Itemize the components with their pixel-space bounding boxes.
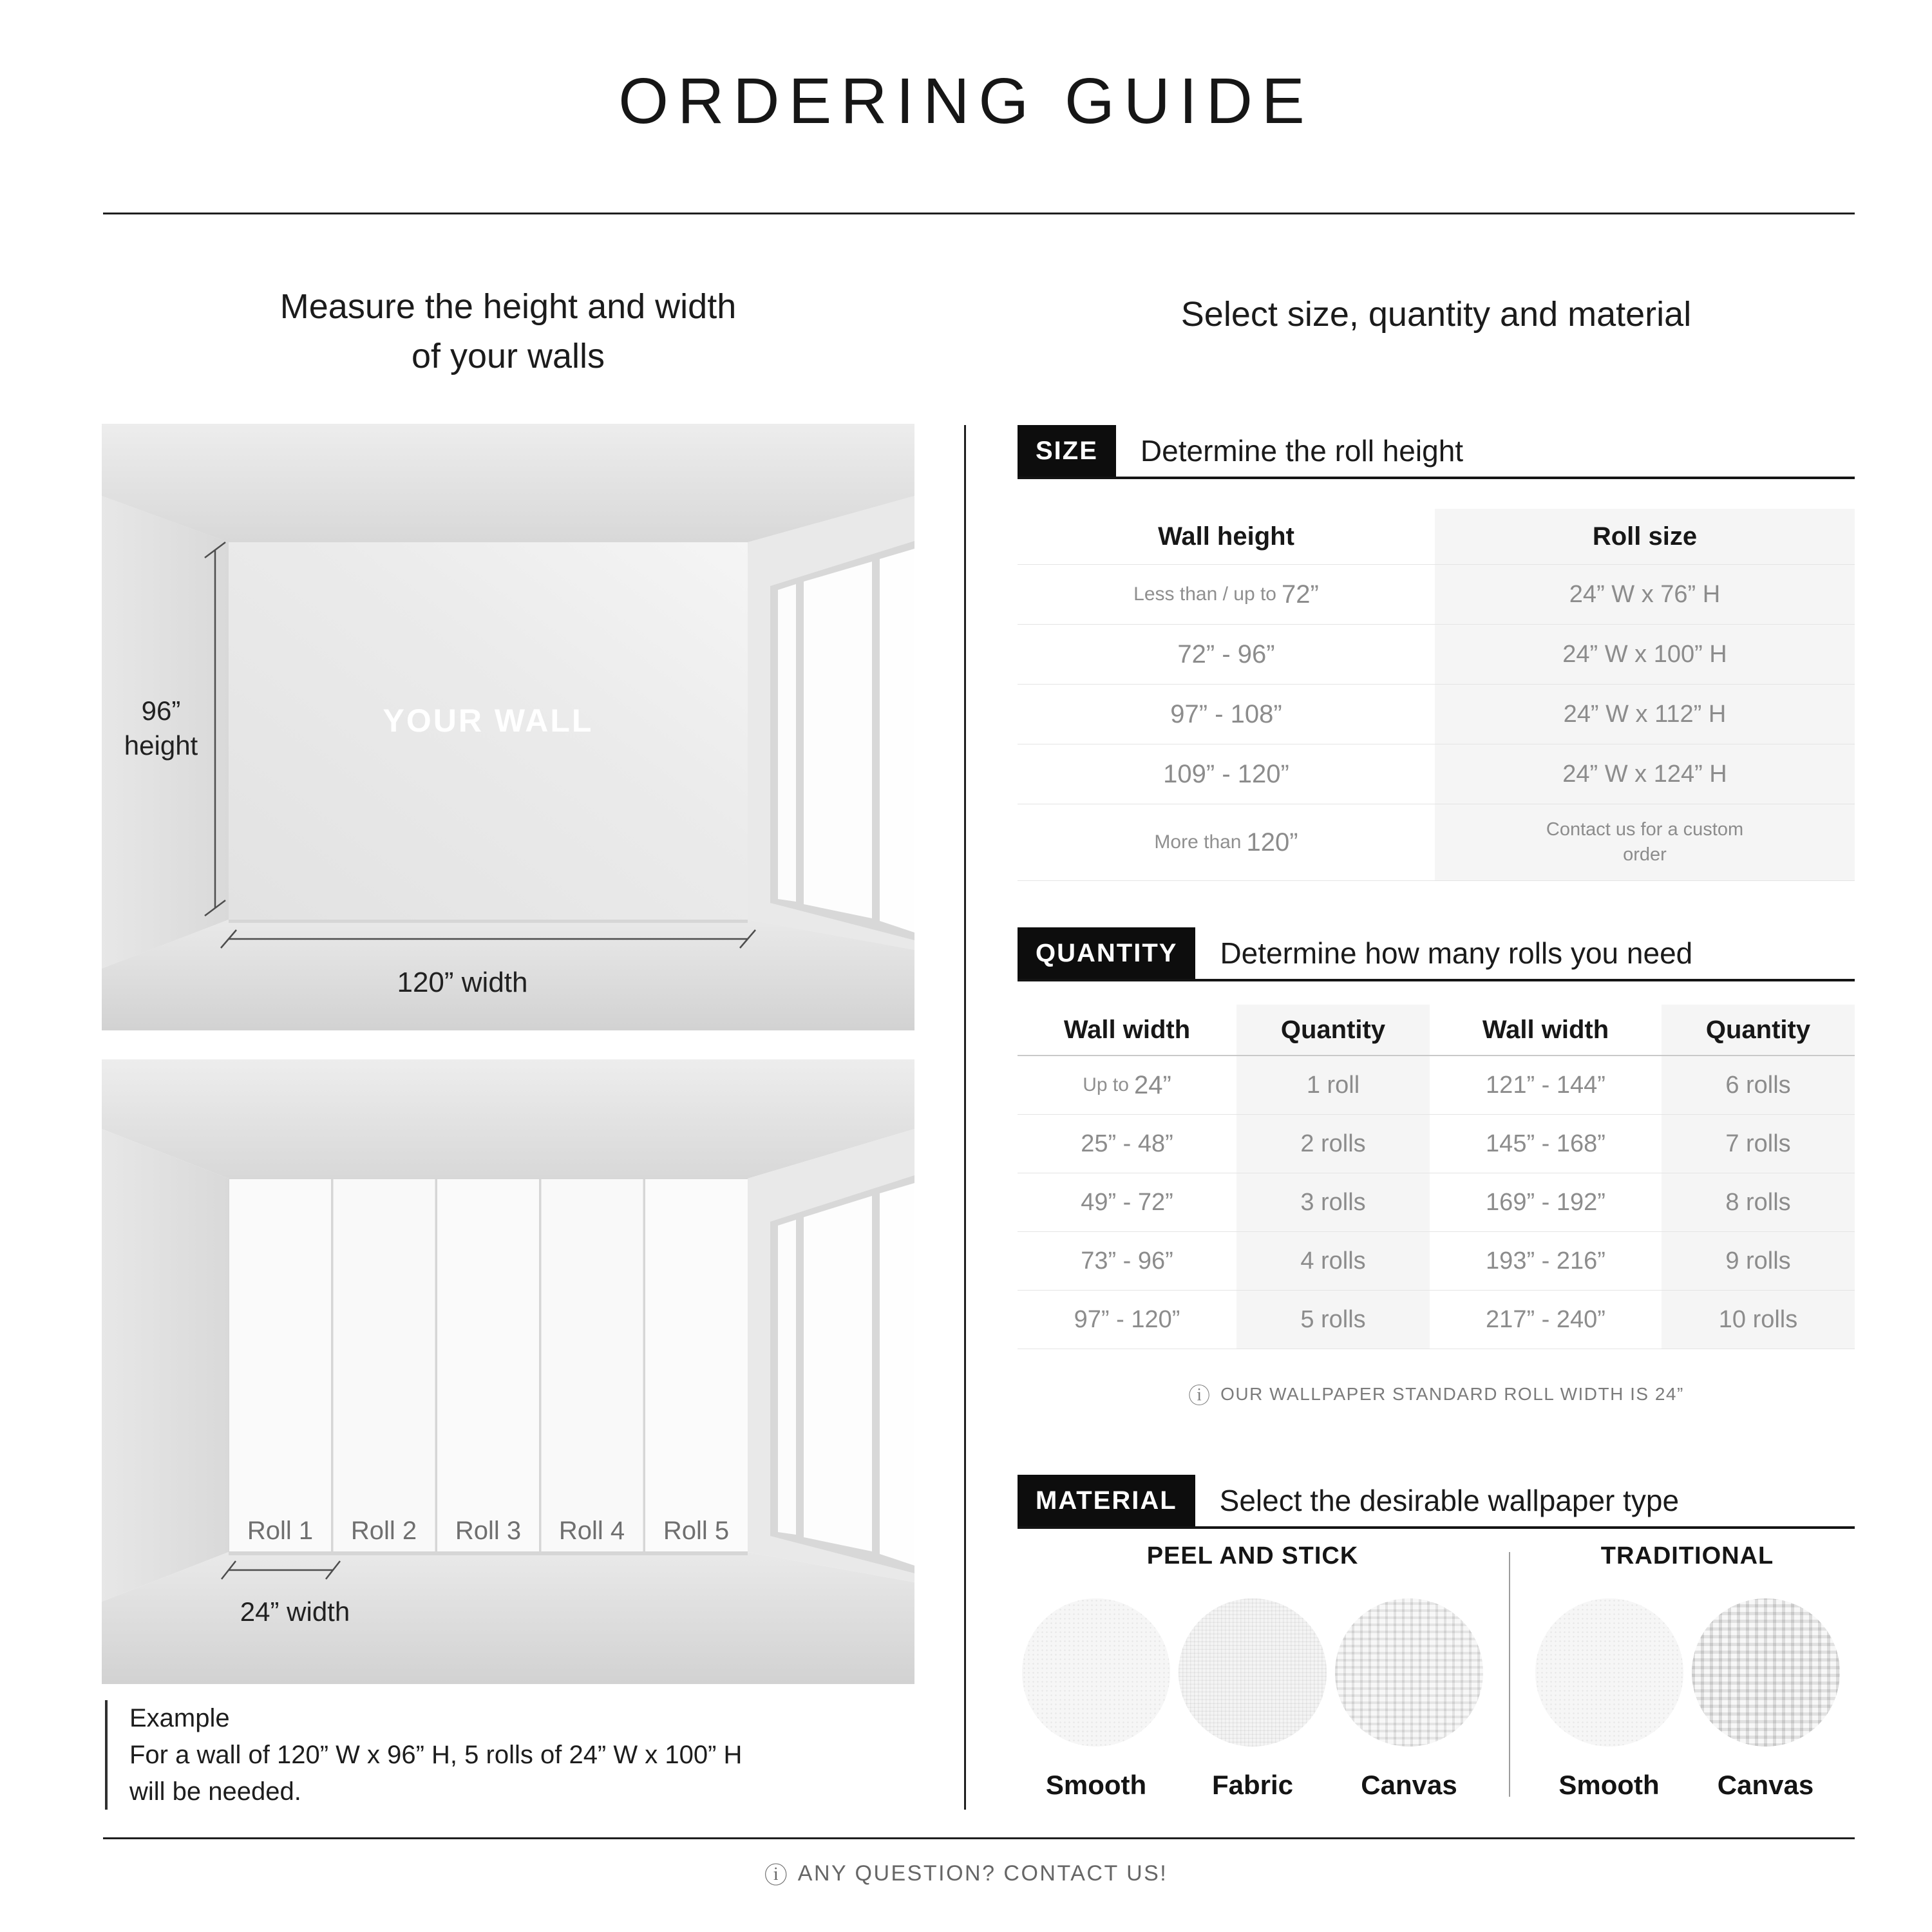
qty-wall-cell: 169” - 192”: [1430, 1173, 1662, 1232]
quantity-section-header: [1018, 927, 1855, 981]
window-pane: [778, 1220, 796, 1535]
size-table: [1018, 509, 1855, 881]
window-pane: [804, 562, 872, 918]
roll-panel: [229, 1179, 331, 1551]
qty-wall-prefix: Up to: [1083, 1074, 1129, 1095]
quantity-table: [1018, 1005, 1855, 1349]
material-group-traditional: [1533, 1542, 1842, 1801]
material-options: [1018, 1542, 1855, 1826]
material-group-peel-and-stick: [1018, 1542, 1488, 1801]
swatch-traditional-smooth: [1535, 1598, 1683, 1801]
qty-col-wall-width-2: Wall width: [1430, 1005, 1662, 1056]
swatch-label: Smooth: [1045, 1770, 1147, 1800]
size-section-header: [1018, 425, 1855, 479]
footer-divider: [103, 1837, 1855, 1839]
size-roll-cell: 24” W x 76” H: [1435, 564, 1855, 624]
measure-heading: [102, 282, 914, 381]
swatch-label: Fabric: [1211, 1770, 1294, 1800]
qty-quantity-cell: 1 roll: [1236, 1056, 1430, 1115]
fabric-texture-icon: [1179, 1598, 1327, 1747]
size-subtitle: Determine the roll height: [1140, 434, 1464, 468]
size-wall-value: 97” - 108”: [1170, 699, 1282, 728]
size-wall-cell: [1018, 564, 1435, 624]
qty-quantity-cell: 10 rolls: [1662, 1291, 1855, 1349]
roll-label: Roll 4: [558, 1517, 625, 1545]
info-icon: ⓘ: [1188, 1384, 1211, 1408]
window-pane: [778, 584, 796, 902]
size-wall-prefix: More than: [1154, 831, 1242, 853]
material-section-header: [1018, 1475, 1855, 1529]
roll-label: Roll 2: [350, 1517, 417, 1545]
floor: [102, 1552, 914, 1684]
select-heading: Select size, quantity and material: [1180, 295, 1692, 334]
size-roll-cell: 24” W x 124” H: [1435, 744, 1855, 804]
qty-wall-cell: 97” - 120”: [1018, 1291, 1236, 1349]
info-icon: ⓘ: [764, 1862, 788, 1888]
swatch-label: Smooth: [1558, 1770, 1660, 1800]
swatch-label: Canvas: [1717, 1770, 1814, 1800]
your-wall-label: YOUR WALL: [383, 703, 594, 739]
canvas-texture-icon: [1335, 1598, 1483, 1747]
example-block: [105, 1700, 870, 1810]
custom-order-note: Contact us for a custom order: [1546, 819, 1744, 865]
material-subtitle: Select the desirable wallpaper type: [1219, 1484, 1680, 1517]
material-group-name: TRADITIONAL: [1600, 1542, 1774, 1569]
example-line1: For a wall of 120” W x 96” H, 5 rolls of 24” W x 100” H: [129, 1740, 743, 1769]
qty-wall-cell: 121” - 144”: [1430, 1056, 1662, 1115]
swatch-traditional-canvas: [1692, 1598, 1840, 1801]
qty-quantity-cell: 9 rolls: [1662, 1232, 1855, 1291]
measure-heading-line1: Measure the height and width: [279, 287, 737, 326]
height-dimension-value: 96”: [141, 696, 181, 726]
swatch-peel-smooth: [1022, 1598, 1170, 1801]
roll-label: Roll 3: [455, 1517, 522, 1545]
qty-quantity-cell: 7 rolls: [1662, 1115, 1855, 1173]
left-wall: [102, 1129, 229, 1602]
qty-col-wall-width-1: Wall width: [1018, 1005, 1236, 1056]
page-title: ORDERING GUIDE: [618, 65, 1314, 137]
ceiling: [102, 424, 914, 542]
roll-width-label: 24” width: [240, 1596, 350, 1627]
qty-wall-cell: 193” - 216”: [1430, 1232, 1662, 1291]
example-heading: Example: [129, 1704, 230, 1732]
size-wall-value: 109” - 120”: [1163, 759, 1289, 788]
qty-quantity-cell: 4 rolls: [1236, 1232, 1430, 1291]
roll-width-note: [1018, 1378, 1855, 1410]
smooth-texture-icon: [1535, 1598, 1683, 1747]
canvas-texture-icon: [1692, 1598, 1840, 1747]
room-illustration-your-wall: [102, 424, 914, 1030]
window-pane: [880, 1183, 914, 1566]
roll-panel: [542, 1179, 643, 1551]
column-divider: [964, 425, 966, 1810]
roll-label: Roll 1: [247, 1517, 314, 1545]
qty-quantity-cell: 5 rolls: [1236, 1291, 1430, 1349]
measure-heading-line2: of your walls: [411, 336, 605, 375]
roll-panel: [645, 1179, 748, 1551]
swatch-peel-canvas: [1335, 1598, 1483, 1801]
size-wall-value: 72” - 96”: [1177, 639, 1275, 668]
qty-wall-cell: 49” - 72”: [1018, 1173, 1236, 1232]
quantity-tag: QUANTITY: [1018, 927, 1195, 979]
room-illustration-rolls: [102, 1059, 914, 1684]
qty-quantity-cell: 6 rolls: [1662, 1056, 1855, 1115]
size-col-wall-height: Wall height: [1158, 522, 1294, 551]
size-roll-cell: 24” W x 112” H: [1435, 684, 1855, 744]
size-wall-value: 72”: [1282, 580, 1319, 609]
size-col-roll-size: Roll size: [1435, 509, 1855, 564]
qty-col-quantity-2: Quantity: [1662, 1005, 1855, 1056]
size-wall-cell: [1018, 804, 1435, 881]
wall-floor-shadow: [229, 1552, 748, 1555]
roll-width-note-text: OUR WALLPAPER STANDARD ROLL WIDTH IS 24”: [1220, 1383, 1684, 1404]
size-wall-prefix: Less than / up to: [1133, 583, 1276, 605]
roll-label: Roll 5: [663, 1517, 730, 1545]
window-pane: [804, 1196, 872, 1551]
qty-wall-cell: 217” - 240”: [1430, 1291, 1662, 1349]
example-line2: will be needed.: [129, 1777, 301, 1806]
roll-panel: [334, 1179, 435, 1551]
width-dimension-label: 120” width: [397, 967, 528, 998]
material-tag: MATERIAL: [1018, 1475, 1195, 1526]
size-wall-cell: [1018, 684, 1435, 744]
qty-wall-cell: 145” - 168”: [1430, 1115, 1662, 1173]
qty-quantity-cell: 3 rolls: [1236, 1173, 1430, 1232]
size-roll-cell: [1435, 804, 1855, 881]
size-wall-value: 120”: [1246, 828, 1298, 857]
qty-col-quantity-1: Quantity: [1236, 1005, 1430, 1056]
footer: [0, 1857, 1932, 1890]
qty-wall-cell: 25” - 48”: [1018, 1115, 1236, 1173]
size-tag: SIZE: [1018, 425, 1116, 477]
qty-wall-cell: 73” - 96”: [1018, 1232, 1236, 1291]
window-pane: [880, 549, 914, 933]
material-group-divider: [1509, 1552, 1510, 1797]
quantity-subtitle: Determine how many rolls you need: [1220, 936, 1693, 970]
footer-text: ANY QUESTION? CONTACT US!: [797, 1861, 1168, 1886]
qty-quantity-cell: 2 rolls: [1236, 1115, 1430, 1173]
swatch-peel-fabric: [1179, 1598, 1327, 1801]
swatch-label: Canvas: [1361, 1770, 1457, 1800]
size-wall-cell: [1018, 744, 1435, 804]
height-dimension-word: height: [124, 730, 198, 761]
size-roll-cell: 24” W x 100” H: [1435, 624, 1855, 684]
title-divider: [103, 213, 1855, 214]
ceiling: [102, 1059, 914, 1179]
material-group-name: PEEL AND STICK: [1146, 1542, 1359, 1569]
qty-wall-cell: [1018, 1056, 1236, 1115]
wall-floor-shadow: [229, 920, 748, 923]
size-wall-cell: [1018, 624, 1435, 684]
qty-wall-value: 24”: [1133, 1070, 1171, 1099]
smooth-texture-icon: [1022, 1598, 1170, 1747]
roll-panel: [437, 1179, 539, 1551]
qty-quantity-cell: 8 rolls: [1662, 1173, 1855, 1232]
